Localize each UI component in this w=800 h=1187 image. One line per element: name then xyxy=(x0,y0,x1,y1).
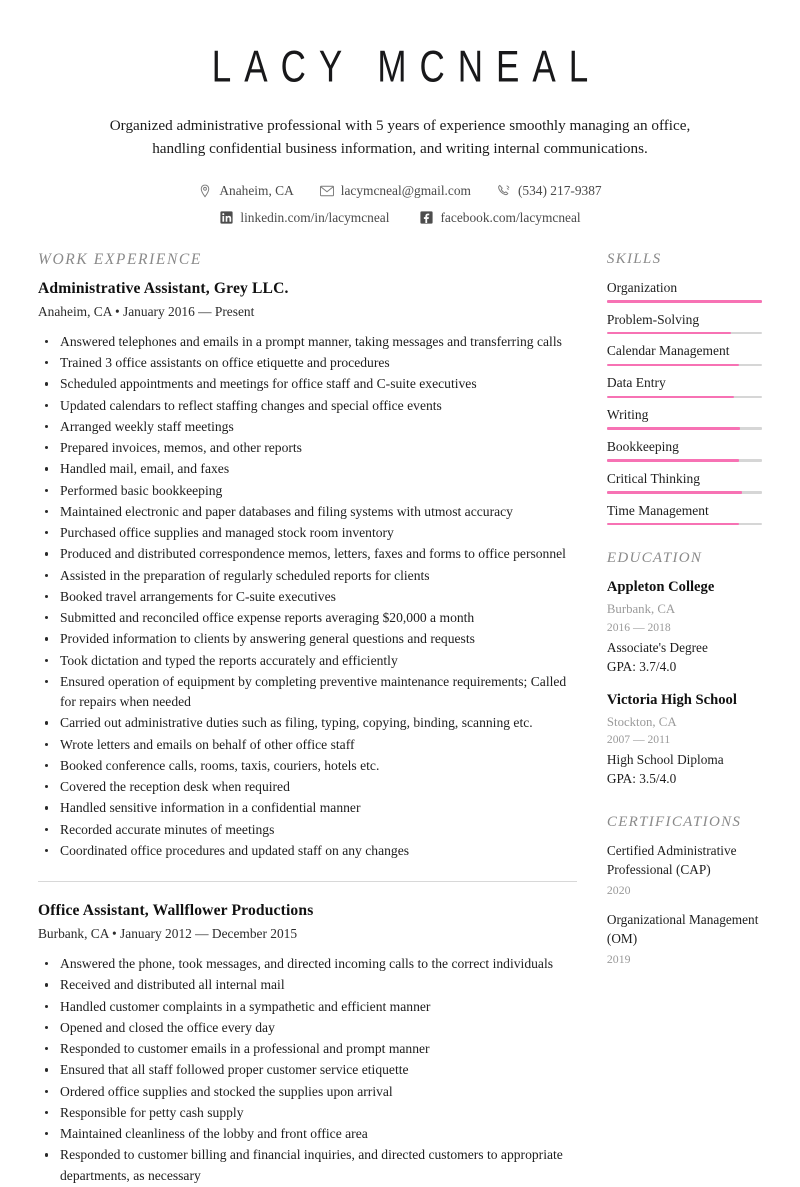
contact-email-text: lacymcneal@gmail.com xyxy=(340,182,471,198)
bullet-item: Handled sensitive information in a confidential manner xyxy=(38,798,577,818)
section-heading-education: EDUCATION xyxy=(606,550,703,567)
skill-level-fill xyxy=(607,300,762,303)
education-school: Appleton College xyxy=(606,579,715,596)
skill-item xyxy=(607,502,762,526)
bullet-item: Answered telephones and emails in a prompt manner, taking messages and transferring calls xyxy=(38,332,577,352)
skill-label: Problem-Solving xyxy=(606,311,700,327)
contact-phone-text: (534) 217-9387 xyxy=(517,182,602,198)
bullet-item: Handled customer complaints in a sympathetic and efficient manner xyxy=(38,997,577,1017)
bullet-item: Booked conference calls, rooms, taxis, couriers, hotels etc. xyxy=(38,756,577,776)
skill-item xyxy=(607,342,762,366)
linkedin-icon xyxy=(219,211,233,225)
education-gpa: GPA: 3.5/4.0 xyxy=(606,771,677,787)
bullet-item: Responded to customer billing and financial inquiries, and directed customers to appropriate departments, as necessary xyxy=(38,1145,577,1186)
job-meta: Burbank, CA • January 2012 — December 2015 xyxy=(38,926,298,942)
skill-item xyxy=(607,279,762,303)
bullet-item: Opened and closed the office every day xyxy=(38,1018,577,1038)
bullet-item: Responded to customer emails in a professional and prompt manner xyxy=(38,1039,577,1059)
education-item xyxy=(607,578,762,676)
bullet-item: Carried out administrative duties such as filing, typing, copying, binding, scanning etc. xyxy=(38,713,577,733)
skill-level-bar xyxy=(607,491,762,494)
bullet-item: Provided information to clients by answering general questions and requests xyxy=(38,629,577,649)
skill-item xyxy=(607,374,762,398)
skill-level-bar xyxy=(607,427,762,430)
bullet-item: Handled mail, email, and faxes xyxy=(38,459,577,479)
certifications-section xyxy=(607,814,762,969)
skill-level-fill xyxy=(607,523,739,526)
contact-linkedin-text: linkedin.com/in/lacymcneal xyxy=(240,209,390,225)
bullet-item: Performed basic bookkeeping xyxy=(38,481,577,501)
bullet-item: Scheduled appointments and meetings for office staff and C-suite executives xyxy=(38,374,577,394)
skill-level-bar xyxy=(607,300,762,303)
education-degree: Associate's Degree xyxy=(606,639,708,655)
bullet-item: Ensured operation of equipment by completing preventive maintenance requirements; Called for repairs when needed xyxy=(38,672,577,713)
skill-item xyxy=(607,406,762,430)
envelope-icon xyxy=(320,184,334,198)
education-school: Victoria High School xyxy=(606,691,737,708)
education-dates: 2016 — 2018 xyxy=(606,620,671,634)
bullet-item: Submitted and reconciled office expense reports averaging $20,000 a month xyxy=(38,608,577,628)
skill-level-fill xyxy=(607,491,742,494)
main-column xyxy=(38,251,603,1187)
bullet-item: Prepared invoices, memos, and other reports xyxy=(38,438,577,458)
skill-label: Data Entry xyxy=(606,375,666,391)
bullet-item: Booked travel arrangements for C-suite executives xyxy=(38,587,577,607)
job-title: Administrative Assistant, Grey LLC. xyxy=(38,279,289,297)
bullet-item: Maintained cleanliness of the lobby and front office area xyxy=(38,1124,577,1144)
skill-level-bar xyxy=(607,332,762,335)
section-heading-skills: SKILLS xyxy=(606,250,662,267)
bullet-item: Arranged weekly staff meetings xyxy=(38,417,577,437)
contact-facebook[interactable] xyxy=(419,210,580,226)
education-dates: 2007 — 2011 xyxy=(606,733,671,747)
certification-year: 2020 xyxy=(606,883,631,898)
candidate-name: LACY MCNEAL xyxy=(211,42,602,92)
job-title: Office Assistant, Wallflower Productions xyxy=(38,902,314,920)
skill-label: Critical Thinking xyxy=(606,470,701,486)
job-bullet-list xyxy=(38,954,577,1186)
education-section xyxy=(607,550,762,789)
bullet-item: Covered the reception desk when required xyxy=(38,777,577,797)
skill-level-fill xyxy=(607,396,734,399)
location-pin-icon xyxy=(198,184,212,198)
skill-label: Writing xyxy=(606,407,649,423)
skill-item xyxy=(607,470,762,494)
contact-email[interactable] xyxy=(320,183,471,199)
bullet-item: Trained 3 office assistants on office etiquette and procedures xyxy=(38,353,577,373)
bullet-item: Received and distributed all internal mail xyxy=(38,975,577,995)
skill-label: Organization xyxy=(606,279,678,295)
bullet-item: Produced and distributed correspondence memos, letters, faxes and forms to office personnel xyxy=(38,544,577,564)
skill-level-bar xyxy=(607,523,762,526)
certification-year: 2019 xyxy=(606,952,631,967)
skill-label: Bookkeeping xyxy=(606,438,679,454)
skill-level-bar xyxy=(607,364,762,367)
job-entry xyxy=(38,902,577,1186)
facebook-icon xyxy=(419,211,433,225)
skills-list xyxy=(607,279,762,526)
job-bullet-list xyxy=(38,332,577,861)
section-heading-certifications: CERTIFICATIONS xyxy=(606,814,742,831)
job-meta: Anaheim, CA • January 2016 — Present xyxy=(38,303,255,319)
skill-level-fill xyxy=(607,364,739,367)
bullet-item: Coordinated office procedures and updated staff on any changes xyxy=(38,841,577,861)
certification-item xyxy=(607,842,762,900)
bullet-item: Ordered office supplies and stocked the supplies upon arrival xyxy=(38,1082,577,1102)
contact-row-social xyxy=(38,210,762,226)
skill-level-bar xyxy=(607,396,762,399)
skill-label: Calendar Management xyxy=(606,343,730,359)
skill-item xyxy=(607,438,762,462)
resume-body xyxy=(38,251,762,1187)
bullet-item: Ensured that all staff followed proper customer service etiquette xyxy=(38,1060,577,1080)
skill-level-bar xyxy=(607,459,762,462)
education-location: Stockton, CA xyxy=(606,714,677,729)
job-divider xyxy=(38,881,577,882)
certifications-list xyxy=(607,842,762,969)
bullet-item: Took dictation and typed the reports accurately and efficiently xyxy=(38,651,577,671)
skill-level-fill xyxy=(607,459,739,462)
contact-phone[interactable] xyxy=(497,183,602,199)
bullet-item: Answered the phone, took messages, and directed incoming calls to the correct individuals xyxy=(38,954,577,974)
contact-facebook-text: facebook.com/lacymcneal xyxy=(440,209,581,225)
bullet-item: Assisted in the preparation of regularly scheduled reports for clients xyxy=(38,566,577,586)
education-item xyxy=(607,691,762,789)
bullet-item: Maintained electronic and paper databases and filing systems with utmost accuracy xyxy=(38,502,577,522)
education-degree: High School Diploma xyxy=(606,752,724,768)
professional-summary: Organized administrative professional with 5 years of experience smoothly managing an office, handling confidential business information, and writing internal communications. xyxy=(109,117,691,158)
skill-label: Time Management xyxy=(606,502,709,518)
phone-icon xyxy=(497,184,511,198)
skill-item xyxy=(607,311,762,335)
education-list xyxy=(607,578,762,789)
bullet-item: Purchased office supplies and managed stock room inventory xyxy=(38,523,577,543)
job-entry xyxy=(38,280,577,861)
section-heading-work-experience: WORK EXPERIENCE xyxy=(38,250,202,268)
certification-name: Certified Administrative Professional (CAP) xyxy=(606,843,737,877)
education-gpa: GPA: 3.7/4.0 xyxy=(606,658,677,674)
contact-row-primary xyxy=(38,183,762,199)
bullet-item: Wrote letters and emails on behalf of other office staff xyxy=(38,735,577,755)
bullet-item: Responsible for petty cash supply xyxy=(38,1103,577,1123)
certification-item xyxy=(607,911,762,969)
bullet-item: Recorded accurate minutes of meetings xyxy=(38,820,577,840)
bullet-item: Updated calendars to reflect staffing changes and special office events xyxy=(38,396,577,416)
contact-location[interactable] xyxy=(198,183,293,199)
education-location: Burbank, CA xyxy=(606,602,676,617)
sidebar-column xyxy=(603,251,762,980)
skill-level-fill xyxy=(607,427,740,430)
certification-name: Organizational Management (OM) xyxy=(606,912,759,946)
skill-level-fill xyxy=(607,332,731,335)
contact-location-text: Anaheim, CA xyxy=(219,182,294,198)
contact-linkedin[interactable] xyxy=(219,210,389,226)
resume-header xyxy=(38,42,762,226)
